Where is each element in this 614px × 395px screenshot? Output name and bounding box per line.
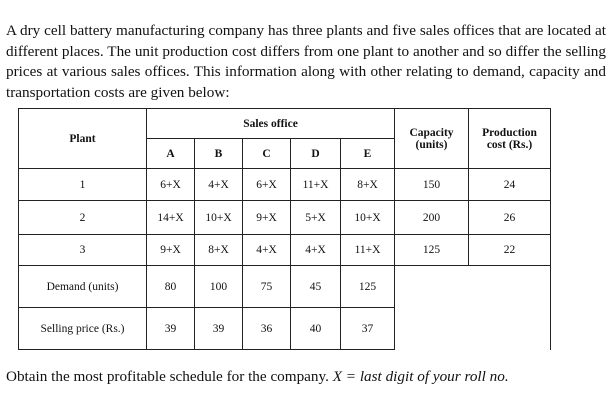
production-header <box>469 109 551 169</box>
plant-cell: 3 <box>19 235 147 266</box>
selling-cell: 40 <box>291 308 341 350</box>
capacity-header-line1: Capacity <box>409 126 454 139</box>
closing-text <box>6 368 509 386</box>
cost-cell: 11+X <box>341 235 395 266</box>
plant-cell: 2 <box>19 201 147 235</box>
office-a-header: A <box>147 139 195 169</box>
cost-cell: 9+X <box>243 201 291 235</box>
office-b-header: B <box>195 139 243 169</box>
cost-cell: 4+X <box>243 235 291 266</box>
cost-cell: 10+X <box>341 201 395 235</box>
cost-cell: 8+X <box>341 169 395 201</box>
empty-cell <box>395 266 469 308</box>
cost-cell: 10+X <box>195 201 243 235</box>
cost-cell: 8+X <box>195 235 243 266</box>
selling-cell: 39 <box>147 308 195 350</box>
selling-cell: 39 <box>195 308 243 350</box>
office-e-header: E <box>341 139 395 169</box>
cost-cell: 6+X <box>147 169 195 201</box>
plant-header: Plant <box>19 109 147 169</box>
capacity-header <box>395 109 469 169</box>
demand-cell: 100 <box>195 266 243 308</box>
closing-prefix: Obtain the most profitable schedule for the company. <box>6 368 333 385</box>
demand-label: Demand (units) <box>19 266 147 308</box>
cost-cell: 4+X <box>195 169 243 201</box>
production-header-line2: cost (Rs.) <box>486 138 533 151</box>
table-row <box>19 235 551 266</box>
production-cell: 24 <box>469 169 551 201</box>
selling-cell: 36 <box>243 308 291 350</box>
production-header-line1: Production <box>482 126 537 139</box>
empty-cell <box>469 266 551 308</box>
capacity-header-line2: (units) <box>415 138 448 151</box>
demand-cell: 45 <box>291 266 341 308</box>
demand-row <box>19 266 551 308</box>
cost-cell: 9+X <box>147 235 195 266</box>
demand-cell: 80 <box>147 266 195 308</box>
capacity-cell: 200 <box>395 201 469 235</box>
production-cell: 22 <box>469 235 551 266</box>
intro-paragraph: A dry cell battery manufacturing company has three plants and five sales offices that are located at different places. The unit production cost differs from one plant to another and so differ the selling prices at various sales offices. This information along with other relating to demand, capacity and transportation costs are given below: <box>6 22 606 101</box>
empty-cell <box>395 308 469 350</box>
office-c-header: C <box>243 139 291 169</box>
demand-cell: 75 <box>243 266 291 308</box>
cost-cell: 4+X <box>291 235 341 266</box>
plant-cell: 1 <box>19 169 147 201</box>
closing-italic: X = last digit of your roll no. <box>332 368 509 385</box>
cost-cell: 11+X <box>291 169 341 201</box>
cost-cell: 14+X <box>147 201 195 235</box>
table-row <box>19 201 551 235</box>
office-d-header: D <box>291 139 341 169</box>
empty-cell <box>469 308 551 350</box>
production-cell: 26 <box>469 201 551 235</box>
demand-cell: 125 <box>341 266 395 308</box>
selling-cell: 37 <box>341 308 395 350</box>
capacity-cell: 150 <box>395 169 469 201</box>
cost-table <box>18 108 551 350</box>
selling-row <box>19 308 551 350</box>
capacity-cell: 125 <box>395 235 469 266</box>
selling-label: Selling price (Rs.) <box>19 308 147 350</box>
table-row <box>19 169 551 201</box>
cost-cell: 5+X <box>291 201 341 235</box>
sales-office-header: Sales office <box>147 109 395 139</box>
cost-cell: 6+X <box>243 169 291 201</box>
